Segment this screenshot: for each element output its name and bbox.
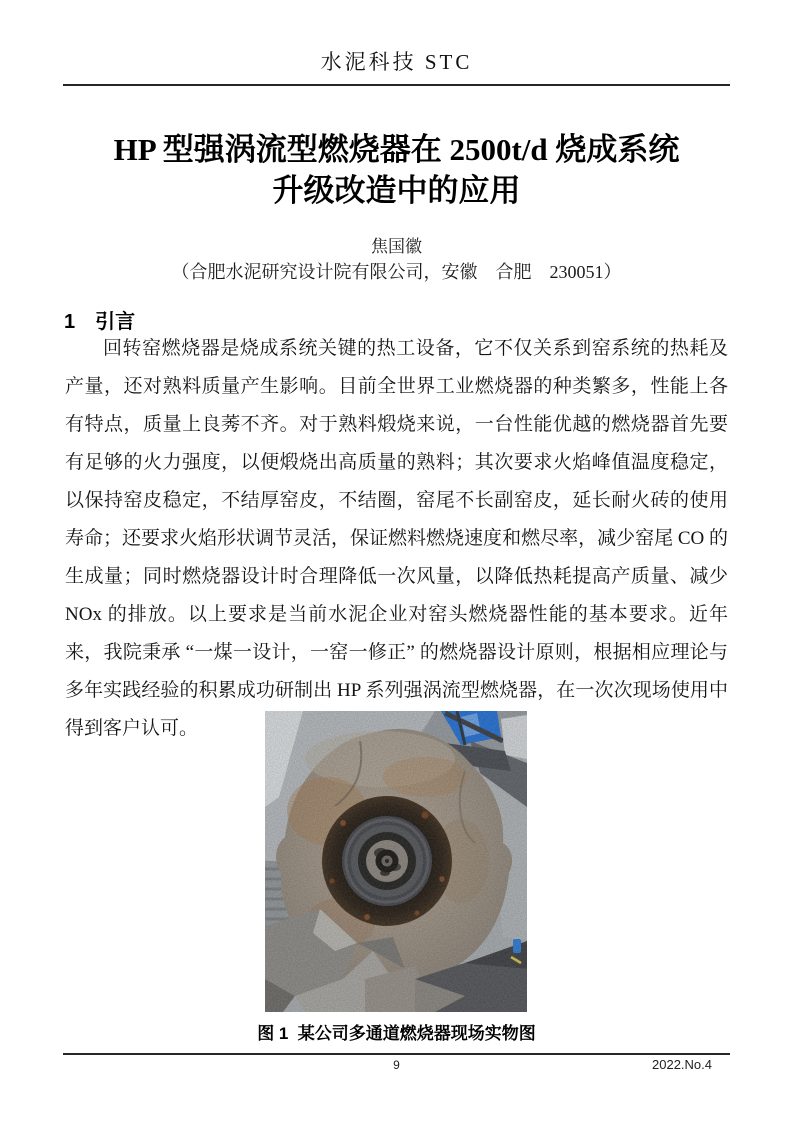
article-title-line1: HP 型强涡流型燃烧器在 2500t/d 烧成系统: [113, 132, 680, 167]
header-rule: [63, 84, 730, 86]
author-name: 焦国徽: [371, 237, 422, 256]
section-heading-introduction: 1 引言: [64, 311, 136, 333]
article-title: [0, 129, 793, 211]
journal-header-title: 水泥科技 STC: [320, 50, 473, 74]
issue-label: 2022.No.4: [652, 1057, 712, 1072]
footer-rule: [63, 1053, 730, 1055]
page-number: 9: [393, 1058, 400, 1072]
author-affiliation: （合肥水泥研究设计院有限公司，安徽 合肥 230051）: [171, 262, 622, 282]
figure-1-caption: 图 1 某公司多通道燃烧器现场实物图: [257, 1024, 536, 1043]
article-title-line2: 升级改造中的应用: [272, 173, 521, 208]
figure-1: [265, 711, 527, 1012]
introduction-paragraph: 回转窑燃烧器是烧成系统关键的热工设备，它不仅关系到窑系统的热耗及产量，还对熟料质量产生影响。目前全世界工业燃烧器的种类繁多，性能上各有特点，质量上良莠不齐。对于熟料煅烧来说，一台性能优越的燃烧器首先要有足够的火力强度，以便煅烧出高质量的熟料；其次要求火焰峰值温度稳定，以保持窑皮稳定，不结厚窑皮，不结圈，窑尾不长副窑皮，延长耐火砖的使用寿命；还要求火焰形状调节灵活，保证燃料燃烧速度和燃尽率，减少窑尾 CO 的生成量；同时燃烧器设计时合理降低一次风量，以降低热耗提高产质量、减少 NOx 的排放。以上要求是当前水泥企业对窑头燃烧器性能的基本要求。近年来，我院秉承 “一煤一设计，一窑一修正” 的燃烧器设计原则，根据相应理论与多年实践经验的积累成功研制出 HP 系列强涡流型燃烧器，在一次次现场使用中得到客户认可。: [65, 338, 728, 739]
burner-photo-image: [265, 711, 527, 1012]
